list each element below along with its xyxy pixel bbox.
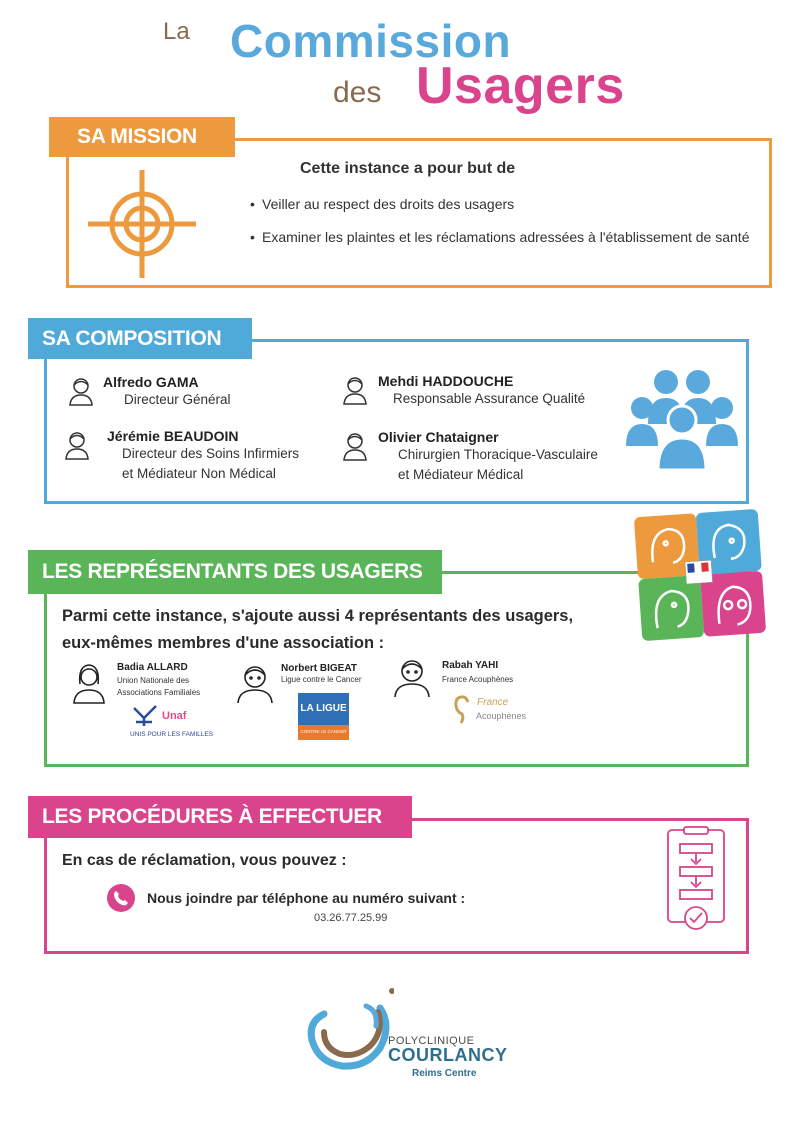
target-icon xyxy=(86,170,198,278)
la-ligue-logo: LA LIGUE CONTRE LE CANCER xyxy=(298,693,349,740)
phone-number: 03.26.77.25.99 xyxy=(314,912,388,924)
mission-bullet: • Veiller au respect des droits des usagers xyxy=(250,196,515,212)
rep-org: Union Nationale des xyxy=(117,676,190,685)
procedures-section xyxy=(44,818,749,954)
member-name: Mehdi HADDOUCHE xyxy=(378,373,514,389)
title-commission: Commission xyxy=(230,15,512,67)
member-name: Jérémie BEAUDOIN xyxy=(107,428,239,444)
rep-org: France Acouphènes xyxy=(442,675,514,684)
procedures-heading: En cas de réclamation, vous pouvez : xyxy=(62,852,347,869)
puzzle-faces-icon xyxy=(634,507,766,643)
person-icon xyxy=(393,658,431,698)
title-des: des xyxy=(333,76,382,109)
logo-courlancy: COURLANCY xyxy=(388,1045,508,1065)
person-icon xyxy=(72,662,106,704)
member-role: Directeur Général xyxy=(124,392,231,407)
person-icon xyxy=(342,431,368,461)
mission-tab: SA MISSION xyxy=(49,117,235,157)
procedures-tab: LES PROCÉDURES À EFFECTUER xyxy=(28,796,412,838)
member-role: Chirurgien Thoracique-Vasculaire xyxy=(398,447,598,462)
member-name: Alfredo GAMA xyxy=(103,374,199,390)
checklist-icon xyxy=(664,826,728,936)
courlancy-emblem-icon xyxy=(304,986,394,1076)
mission-bullet: • Examiner les plaintes et les réclamations adressées à l'établissement de santé xyxy=(250,229,750,245)
member-role: Directeur des Soins Infirmiers xyxy=(122,446,300,461)
member-role: Responsable Assurance Qualité xyxy=(393,391,586,406)
person-icon xyxy=(68,376,94,406)
rep-org: Ligue contre le Cancer xyxy=(281,675,362,684)
unaf-logo: Unaf UNIS POUR LES FAMILLES xyxy=(130,704,200,742)
representatives-tab: LES REPRÉSENTANTS DES USAGERS xyxy=(28,550,442,594)
representatives-intro: Parmi cette instance, s'ajoute aussi 4 représentants des usagers, eux-mêmes membres d'une association : xyxy=(62,607,574,652)
composition-tab: SA COMPOSITION xyxy=(28,318,252,359)
group-icon xyxy=(626,368,738,472)
rep-name: Badia ALLARD xyxy=(117,662,188,673)
title-usagers: Usagers xyxy=(416,57,625,115)
phone-icon xyxy=(107,884,135,912)
ear-icon xyxy=(452,694,474,726)
logo-reims-centre: Reims Centre xyxy=(412,1068,477,1079)
mission-heading: Cette instance a pour but de xyxy=(300,160,516,177)
member-role: et Médiateur Non Médical xyxy=(122,466,276,481)
france-acouphenes-logo: France Acouphènes xyxy=(452,694,532,728)
rep-name: Norbert BIGEAT xyxy=(281,663,357,674)
member-name: Olivier Chataigner xyxy=(378,429,499,445)
person-icon xyxy=(236,664,274,704)
rep-name: Rabah YAHI xyxy=(442,660,499,671)
phone-text: Nous joindre par téléphone au numéro suivant : xyxy=(147,890,466,906)
unaf-emblem-icon xyxy=(130,704,160,728)
person-icon xyxy=(64,430,90,460)
person-icon xyxy=(342,375,368,405)
title-la: La xyxy=(163,18,190,45)
logo-polyclinique: POLYCLINIQUE xyxy=(388,1035,475,1047)
member-role: et Médiateur Médical xyxy=(398,467,524,482)
rep-org: Associations Familiales xyxy=(117,688,201,697)
